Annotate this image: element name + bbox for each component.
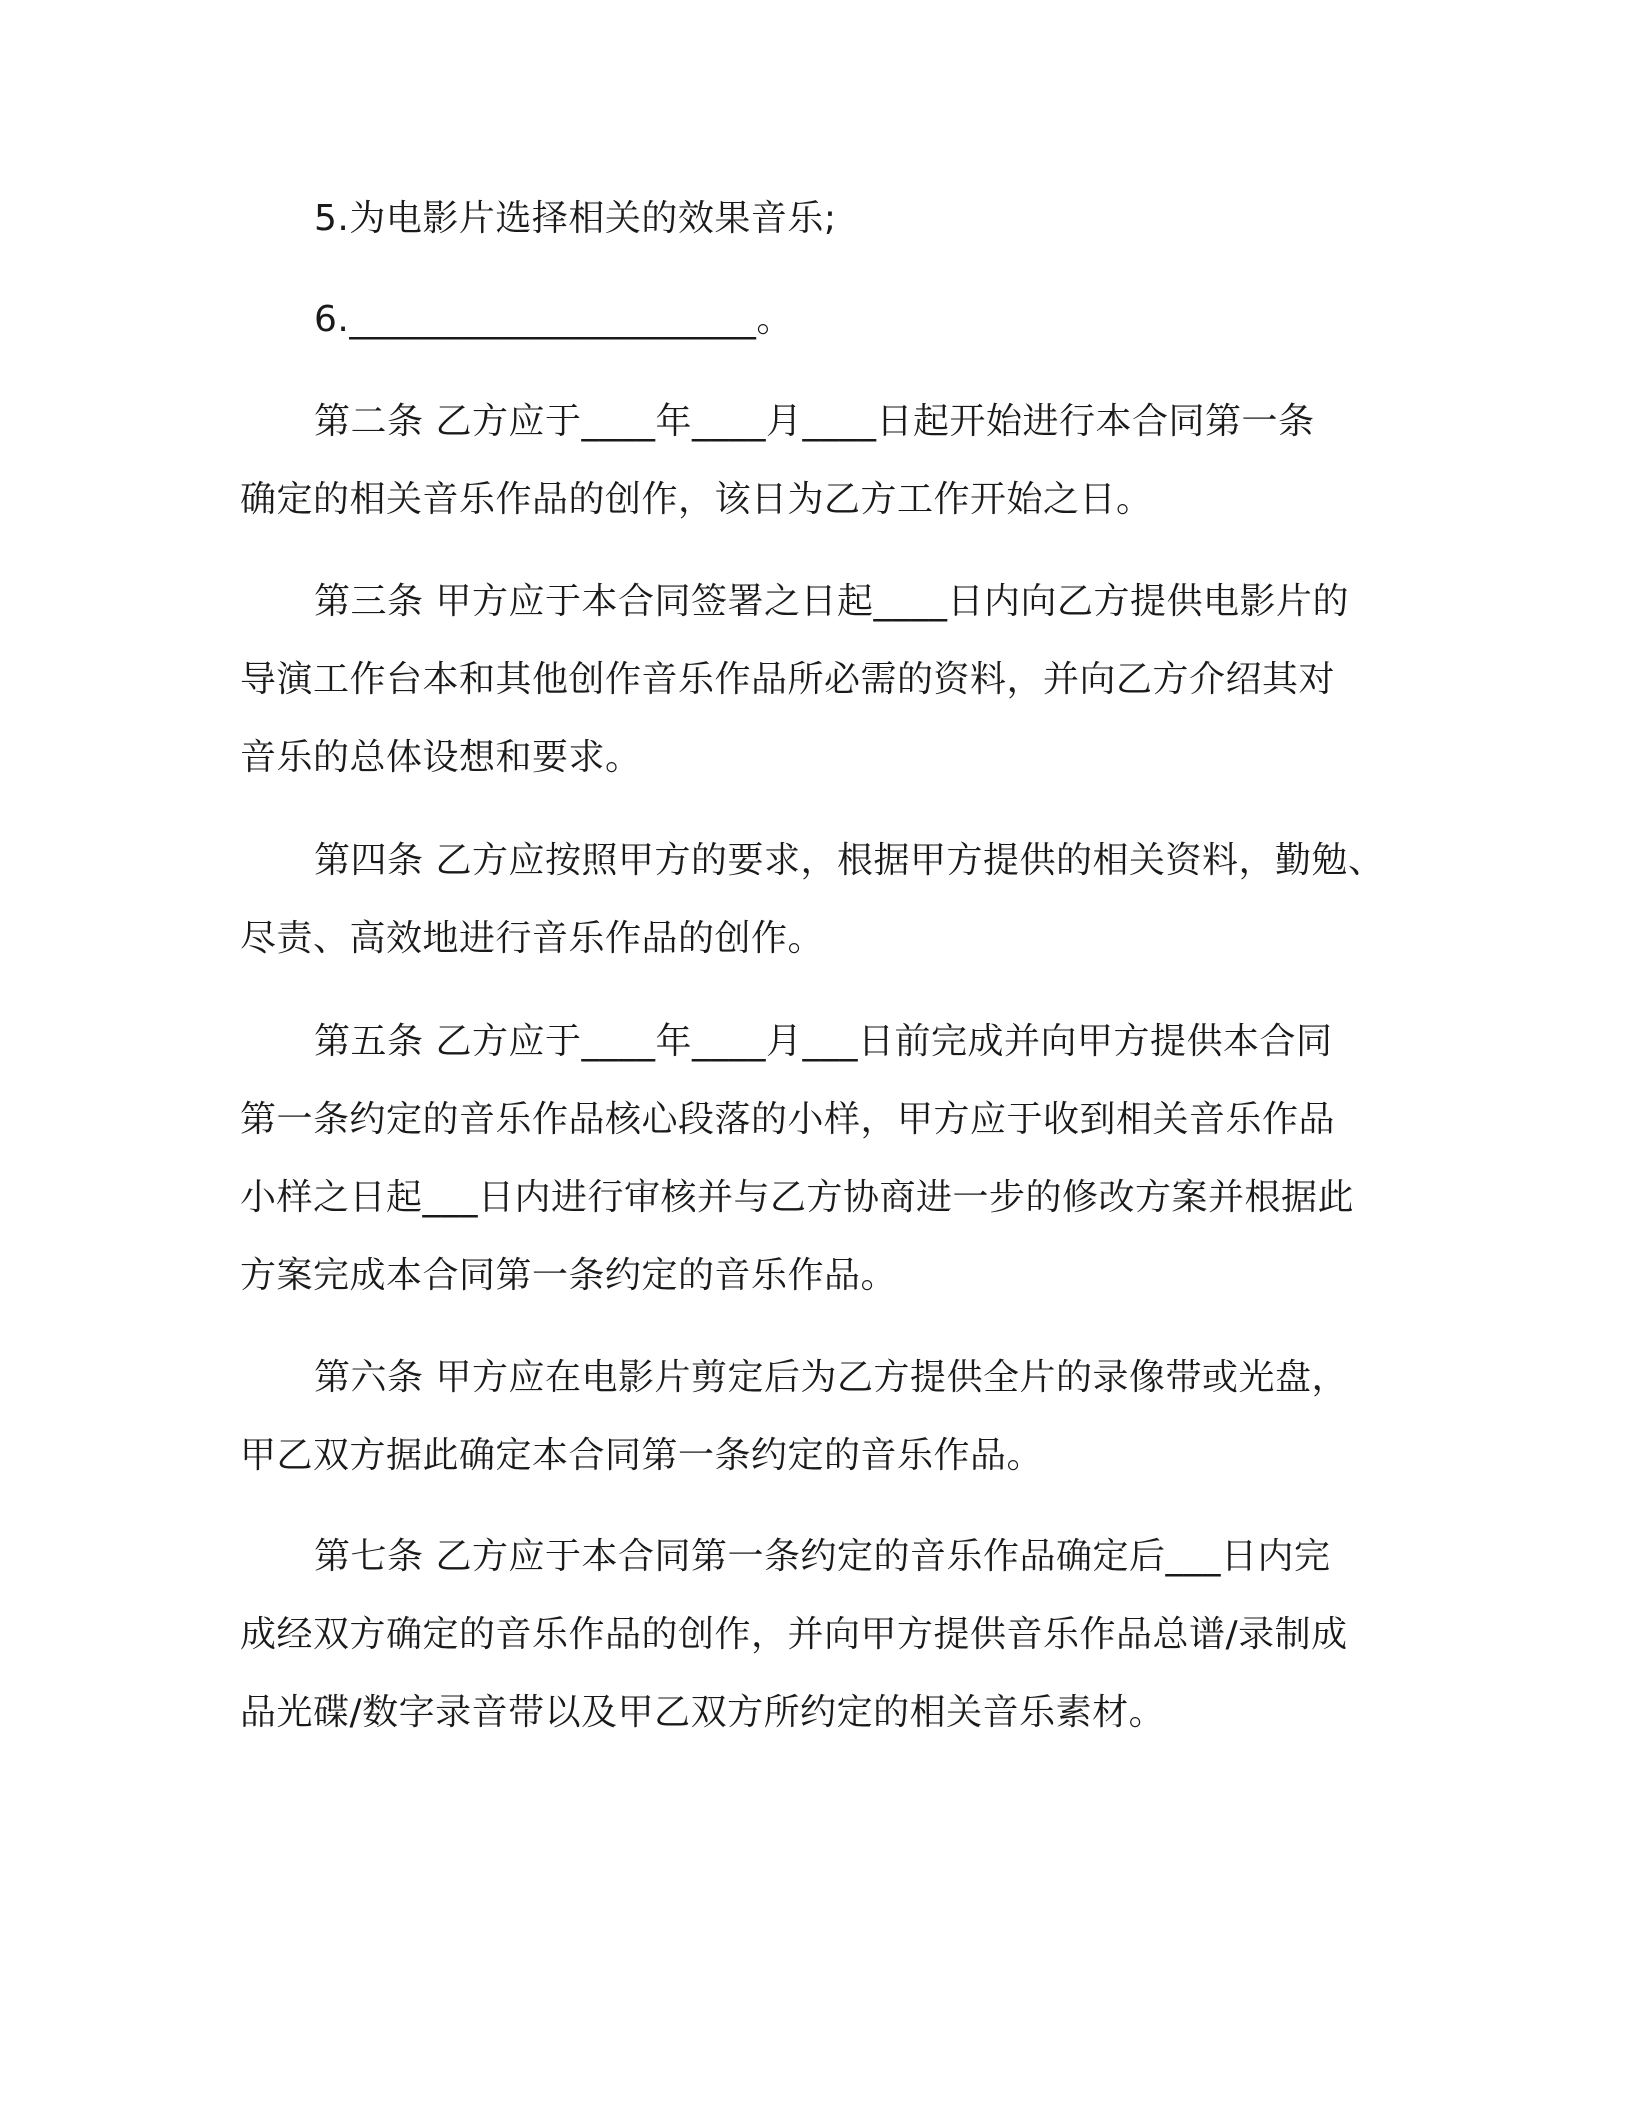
- paragraph-article-5: [240, 1003, 1390, 1315]
- text-line: 第四条 乙方应按照甲方的要求，根据甲方提供的相关资料，勤勉、: [314, 840, 1385, 881]
- paragraph-article-4: [240, 822, 1390, 978]
- text-line: 音乐的总体设想和要求。: [240, 737, 642, 778]
- text-line: 导演工作台本和其他创作音乐作品所必需的资料，并向乙方介绍其对: [240, 659, 1336, 700]
- text-line: 5.为电影片选择相关的效果音乐;: [314, 198, 837, 239]
- text-line: 第三条 甲方应于本合同签署之日起____日内向乙方提供电影片的: [314, 581, 1349, 622]
- text-line: 第一条约定的音乐作品核心段落的小样，甲方应于收到相关音乐作品: [240, 1099, 1336, 1140]
- text-line: 第七条 乙方应于本合同第一条约定的音乐作品确定后___日内完: [314, 1536, 1331, 1577]
- text-line: 成经双方确定的音乐作品的创作，并向甲方提供音乐作品总谱/录制成: [240, 1614, 1348, 1655]
- paragraph-article-6: [240, 1339, 1390, 1495]
- paragraph-article-2: [240, 383, 1390, 539]
- text-line: 小样之日起___日内进行审核并与乙方协商进一步的修改方案并根据此: [240, 1177, 1355, 1218]
- text-line: 第六条 甲方应在电影片剪定后为乙方提供全片的录像带或光盘，: [314, 1357, 1348, 1398]
- text-line: 确定的相关音乐作品的创作，该日为乙方工作开始之日。: [240, 479, 1153, 520]
- text-line: 第二条 乙方应于____年____月____日起开始进行本合同第一条: [314, 401, 1315, 442]
- text-line: 第五条 乙方应于____年____月___日前完成并向甲方提供本合同: [314, 1021, 1333, 1062]
- text-line: 甲乙双方据此确定本合同第一条约定的音乐作品。: [240, 1435, 1044, 1476]
- paragraph-item-5: [240, 180, 1390, 258]
- paragraph-item-6: [240, 281, 1390, 359]
- text-line: 方案完成本合同第一条约定的音乐作品。: [240, 1255, 898, 1296]
- text-line: 尽责、高效地进行音乐作品的创作。: [240, 918, 825, 959]
- text-line: 品光碟/数字录音带以及甲乙双方所约定的相关音乐素材。: [240, 1692, 1166, 1733]
- text-line: 6.______________________。: [314, 299, 793, 340]
- paragraph-article-7: [240, 1518, 1390, 1752]
- paragraph-article-3: [240, 563, 1390, 797]
